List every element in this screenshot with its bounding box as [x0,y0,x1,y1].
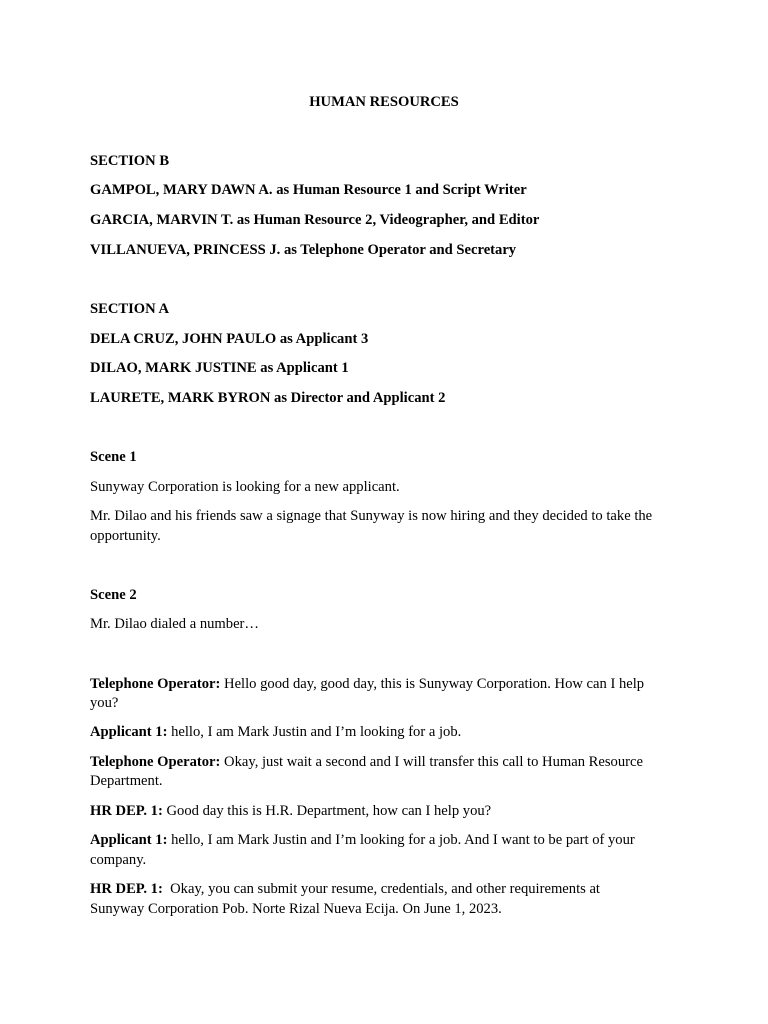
dialogue-continuation: you? [90,695,119,711]
speaker-label: Applicant 1: [90,832,168,848]
scene-1-text: Mr. Dilao and his friends saw a signage that Sunyway is now hiring and they decided to take the [90,508,653,524]
section-b-member: GAMPOL, MARY DAWN A. as Human Resource 1 and Script Writer [90,182,527,198]
dialogue-line [90,831,680,850]
dialogue-text: Hello good day, good day, this is Sunyway Corporation. How can I help [220,676,645,692]
dialogue-line [90,675,680,694]
dialogue-line [90,880,680,899]
document-title: HUMAN RESOURCES [309,94,459,110]
dialogue-line [90,753,680,772]
section-a-member: DELA CRUZ, JOHN PAULO as Applicant 3 [90,331,369,347]
speaker-label: Applicant 1: [90,724,168,740]
dialogue-continuation: Department. [90,773,163,789]
section-a-heading: SECTION A [90,301,170,317]
section-a-member: DILAO, MARK JUSTINE as Applicant 1 [90,360,349,376]
scene-2-text: Mr. Dilao dialed a number… [90,616,260,632]
dialogue-continuation: company. [90,852,147,868]
speaker-label: Telephone Operator: [90,754,221,770]
dialogue-text: Good day this is H.R. Department, how can I help you? [162,803,492,819]
dialogue-line [90,723,680,742]
dialogue-text: Okay, just wait a second and I will transfer this call to Human Resource [220,754,643,770]
section-a-member: LAURETE, MARK BYRON as Director and Applicant 2 [90,390,446,406]
scene-1-heading: Scene 1 [90,449,137,465]
dialogue-text: hello, I am Mark Justin and I’m looking for a job. And I want to be part of your [167,832,635,848]
scene-1-text: opportunity. [90,528,161,544]
dialogue-continuation: Sunyway Corporation Pob. Norte Rizal Nueva Ecija. On June 1, 2023. [90,901,502,917]
speaker-label: Telephone Operator: [90,676,221,692]
scene-2-heading: Scene 2 [90,587,137,603]
section-b-heading: SECTION B [90,153,170,169]
dialogue-text: Okay, you can submit your resume, credentials, and other requirements at [162,881,600,897]
dialogue-text: hello, I am Mark Justin and I’m looking for a job. [167,724,462,740]
section-b-member: VILLANUEVA, PRINCESS J. as Telephone Operator and Secretary [90,242,517,258]
speaker-label: HR DEP. 1: [90,803,163,819]
section-b-member: GARCIA, MARVIN T. as Human Resource 2, Videographer, and Editor [90,212,540,228]
dialogue-line [90,802,680,821]
speaker-label: HR DEP. 1: [90,881,163,897]
scene-1-text: Sunyway Corporation is looking for a new applicant. [90,479,400,495]
